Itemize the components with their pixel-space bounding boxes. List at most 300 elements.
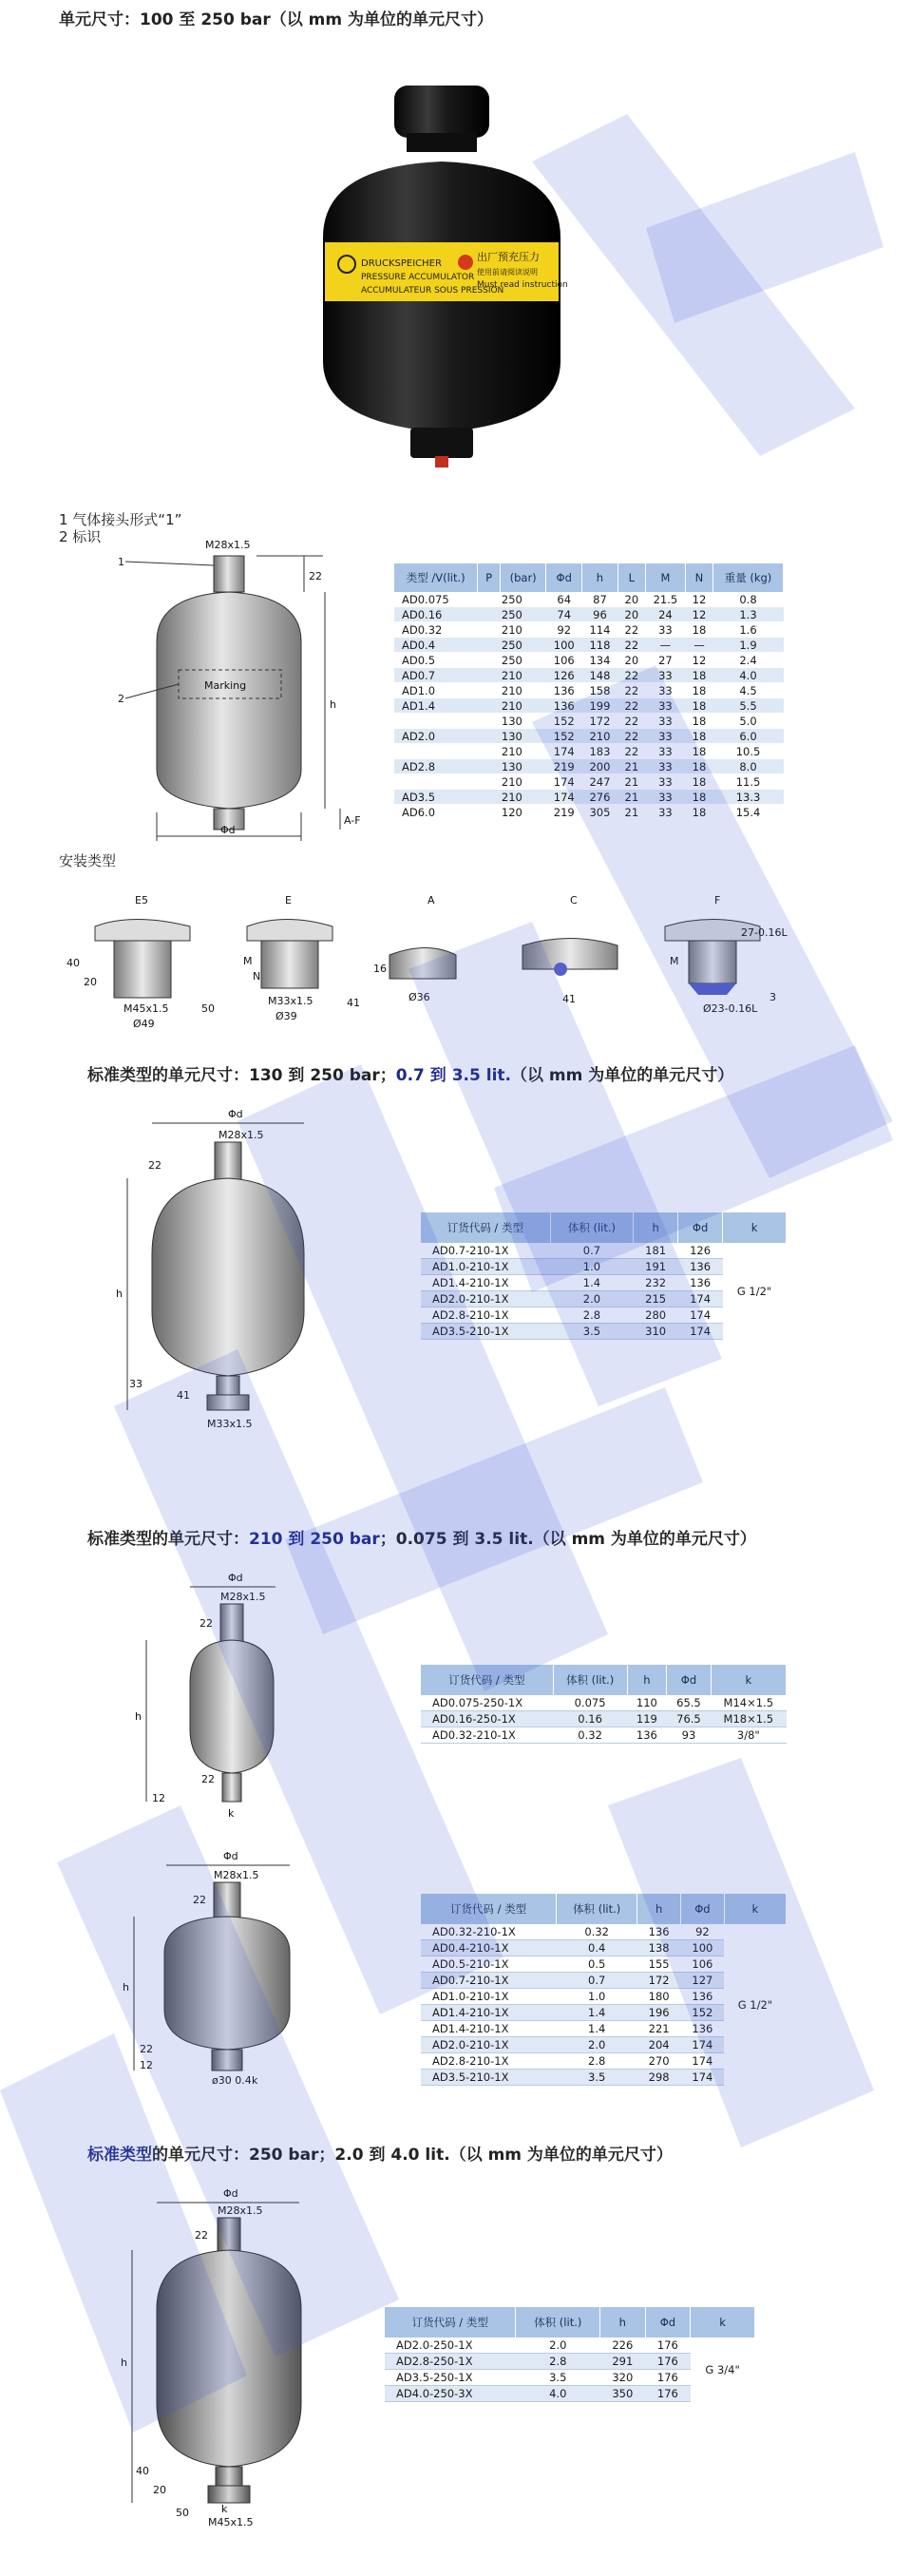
accumulator-diagram-1 — [114, 527, 361, 841]
table-cell: 74 — [546, 607, 582, 622]
t3-col-h: h — [627, 1665, 667, 1695]
table-cell: 96 — [582, 607, 618, 622]
table-cell: 191 — [634, 1259, 678, 1275]
d4-bottom: ø30 0.4 — [212, 2074, 252, 2087]
table-cell: 215 — [634, 1291, 678, 1307]
table-cell: 18 — [685, 744, 712, 759]
t5-col-volume: 体积 (lit.) — [516, 2307, 600, 2337]
table-cell: 298 — [637, 2070, 681, 2086]
dim-phi-d: Φd — [220, 824, 236, 836]
table-cell: 110 — [627, 1695, 667, 1711]
table-cell: 221 — [637, 2021, 681, 2037]
table-cell: 174 — [678, 1291, 723, 1307]
table-cell: 0.16 — [553, 1711, 627, 1727]
t5-col-h: h — [600, 2307, 646, 2337]
table-cell: 130 — [478, 714, 546, 729]
table-cell: 0.4 — [557, 1940, 637, 1956]
table-cell: 18 — [685, 729, 712, 744]
d5-40: 40 — [136, 2465, 149, 2477]
install-types-title: 安装类型 — [59, 852, 117, 869]
k-cell: G 3/4" — [691, 2337, 755, 2402]
table-cell: 20 — [618, 607, 645, 622]
e-dim-39: Ø39 — [276, 1010, 297, 1022]
table-cell: AD0.075-250-1X — [421, 1695, 553, 1711]
e5-dim-40: 40 — [66, 957, 80, 969]
table-row — [394, 805, 784, 820]
t4-col-h: h — [637, 1894, 681, 1924]
d4-k: k — [252, 2074, 258, 2087]
model-cell: AD0.7 — [394, 668, 478, 683]
callout-1: 1 — [118, 556, 124, 568]
e5-dim-50: 50 — [201, 1002, 215, 1015]
d3-k: k — [228, 1807, 235, 1820]
marking-text: Marking — [204, 679, 247, 692]
col-m: M — [645, 563, 685, 592]
table-cell: M18×1.5 — [711, 1711, 786, 1727]
f-dim-m: M — [670, 955, 679, 967]
table-cell: 33 — [645, 698, 685, 714]
table-cell: 1.3 — [713, 607, 784, 622]
table-cell: 20 — [618, 592, 645, 607]
heading-2-text: 标准类型的单元尺寸：130 到 250 bar； — [87, 1066, 396, 1085]
d3-22: 22 — [200, 1617, 213, 1630]
spec-table-5 — [385, 2307, 755, 2402]
heading-3-highlight: 210 到 250 bar — [249, 1530, 380, 1549]
t4-col-k: k — [724, 1894, 786, 1924]
table-cell: 310 — [634, 1324, 678, 1340]
model-cell: AD0.32 — [394, 622, 478, 638]
d4-phi-d: Φd — [223, 1850, 238, 1862]
model-cell: AD0.16 — [394, 607, 478, 622]
table-cell: 250 — [478, 607, 546, 622]
f-dim-27: 27-0.16L — [741, 926, 788, 939]
t4-col-code: 订货代码 / 类型 — [421, 1894, 557, 1924]
table-cell: 33 — [645, 683, 685, 698]
table-cell: 100 — [546, 638, 582, 653]
install-label-c: C — [570, 894, 578, 906]
table-cell: 2.0 — [557, 2037, 637, 2053]
table-cell: 210 — [478, 790, 546, 805]
table-cell: AD1.4-210-1X — [421, 2005, 557, 2021]
table-cell: 136 — [546, 683, 582, 698]
d2-22: 22 — [148, 1159, 162, 1172]
table-cell: 2.8 — [516, 2354, 600, 2370]
table-cell: 21 — [618, 759, 645, 774]
table-cell: 136 — [678, 1275, 723, 1291]
label-line4: ACCUMULATEUR SOUS PRESSION — [361, 286, 504, 296]
table-cell: 119 — [627, 1711, 667, 1727]
table-cell: 2.8 — [557, 2053, 637, 2070]
model-cell: AD0.075 — [394, 592, 478, 607]
spec-table-4-header — [421, 1894, 787, 1924]
dim-af: A-F — [344, 814, 361, 827]
col-h: h — [582, 563, 618, 592]
table-cell: 10.5 — [713, 744, 784, 759]
heading-standard-210-250 — [87, 1525, 756, 1549]
table-row — [394, 638, 784, 653]
table-cell: 176 — [645, 2354, 691, 2370]
table-cell: 12 — [685, 607, 712, 622]
table-cell: 176 — [645, 2370, 691, 2386]
col-phi-d: Φd — [546, 563, 582, 592]
install-label-e5: E5 — [135, 894, 148, 906]
t4-col-volume: 体积 (lit.) — [557, 1894, 637, 1924]
table-cell: 0.32 — [553, 1727, 627, 1744]
table-cell: AD0.7-210-1X — [421, 1243, 550, 1259]
label-line6: 使用前请阅读说明 — [477, 268, 538, 277]
table-cell: 136 — [678, 1259, 723, 1275]
table-cell: 138 — [637, 1940, 681, 1956]
table-cell: 33 — [645, 622, 685, 638]
table-cell: 11.5 — [713, 774, 784, 790]
table-cell: 21 — [618, 774, 645, 790]
heading-standard-130-250 — [87, 1061, 733, 1085]
d2-phi-d: Φd — [228, 1108, 243, 1120]
table-cell: AD0.5-210-1X — [421, 1956, 557, 1973]
table-cell: 33 — [645, 668, 685, 683]
table-row — [394, 698, 784, 714]
table-row — [394, 653, 784, 668]
table-cell: 92 — [546, 622, 582, 638]
table-cell: 127 — [681, 1973, 725, 1989]
table-row — [385, 2337, 755, 2354]
table-cell: AD1.0-210-1X — [421, 1259, 550, 1275]
t5-col-k: k — [691, 2307, 755, 2337]
table-cell: 199 — [582, 698, 618, 714]
table-cell: 172 — [637, 1973, 681, 1989]
table-cell: 130 — [478, 759, 546, 774]
table-row — [394, 668, 784, 683]
col-p: P — [478, 563, 501, 592]
table-cell: 3/8" — [711, 1727, 786, 1744]
table-cell: 118 — [582, 638, 618, 653]
table-cell: 27 — [645, 653, 685, 668]
install-label-f: F — [714, 894, 721, 906]
d3-12: 12 — [152, 1792, 165, 1804]
table-cell: 65.5 — [667, 1695, 711, 1711]
table-cell: AD1.0-210-1X — [421, 1989, 557, 2005]
table-cell: 22 — [618, 668, 645, 683]
table-cell: 12 — [685, 592, 712, 607]
c-dim-41: 41 — [562, 993, 576, 1005]
heading-3-suffix: ；0.075 到 3.5 lit.（以 mm 为单位的单元尺寸） — [379, 1530, 756, 1549]
table-cell: 33 — [645, 774, 685, 790]
table-cell: 114 — [582, 622, 618, 638]
table-row — [421, 1924, 787, 1940]
table-cell: AD0.7-210-1X — [421, 1973, 557, 1989]
spec-table-4 — [421, 1894, 787, 2086]
table-cell: 20 — [618, 653, 645, 668]
table-cell: 22 — [618, 683, 645, 698]
d3-thread: M28x1.5 — [220, 1591, 266, 1603]
table-cell: 2.0 — [516, 2337, 600, 2354]
d3-phi-d: Φd — [228, 1572, 243, 1584]
table-row — [394, 744, 784, 759]
table-row — [394, 790, 784, 805]
d3-22b: 22 — [201, 1773, 215, 1785]
table-cell: 210 — [478, 622, 546, 638]
table-cell: 4.0 — [713, 668, 784, 683]
dim-h: h — [330, 698, 336, 711]
table-cell: 152 — [546, 714, 582, 729]
table-cell: 87 — [582, 592, 618, 607]
accumulator-photo — [304, 76, 589, 485]
table-cell: 22 — [618, 714, 645, 729]
table-cell: M14×1.5 — [711, 1695, 786, 1711]
dim-top-thread: M28x1.5 — [205, 539, 251, 551]
table-cell: AD0.32-210-1X — [421, 1727, 553, 1744]
table-cell: 204 — [637, 2037, 681, 2053]
table-cell: 210 — [478, 683, 546, 698]
table-cell: 22 — [618, 729, 645, 744]
d5-k: k — [221, 2503, 228, 2515]
table-cell: 33 — [645, 714, 685, 729]
table-cell: 22 — [618, 638, 645, 653]
table-cell: 232 — [634, 1275, 678, 1291]
d5-20: 20 — [153, 2484, 166, 2496]
table-cell: 4.0 — [516, 2386, 600, 2402]
heading-4-text: 的单元尺寸：250 bar；2.0 到 4.0 lit.（以 mm 为单位的单元尺寸） — [152, 2146, 673, 2165]
table-cell: 181 — [634, 1243, 678, 1259]
table-cell: 247 — [582, 774, 618, 790]
table-cell: 136 — [681, 1989, 725, 2005]
table-cell: 0.7 — [550, 1243, 633, 1259]
table-cell: 33 — [645, 759, 685, 774]
table-row — [394, 622, 784, 638]
model-cell: AD3.5 — [394, 790, 478, 805]
table-cell: 180 — [637, 1989, 681, 2005]
table-row — [394, 592, 784, 607]
table-cell: 183 — [582, 744, 618, 759]
spec-table-1 — [394, 563, 784, 820]
a-dim-16: 16 — [373, 963, 387, 975]
accumulator-diagram-2 — [114, 1102, 342, 1435]
table-cell: AD1.4-210-1X — [421, 1275, 550, 1291]
table-cell: AD3.5-210-1X — [421, 1324, 550, 1340]
table-cell: 1.4 — [557, 2005, 637, 2021]
table-cell: 1.0 — [550, 1259, 633, 1275]
table-cell: 106 — [546, 653, 582, 668]
table-cell: 33 — [645, 805, 685, 820]
heading-2-highlight: 0.7 到 3.5 lit. — [395, 1066, 511, 1085]
e-dim-41: 41 — [347, 997, 360, 1009]
model-cell: AD6.0 — [394, 805, 478, 820]
col-weight: 重量 (kg) — [713, 563, 784, 592]
table-row — [421, 1695, 787, 1711]
t5-col-code: 订货代码 / 类型 — [385, 2307, 516, 2337]
table-cell: 126 — [678, 1243, 723, 1259]
d5-thread: M28x1.5 — [218, 2204, 263, 2217]
table-cell: 176 — [645, 2337, 691, 2354]
d3-h: h — [135, 1710, 142, 1723]
table-cell: 76.5 — [667, 1711, 711, 1727]
table-cell: 1.4 — [557, 2021, 637, 2037]
table-cell: 1.0 — [557, 1989, 637, 2005]
table-cell: 350 — [600, 2386, 646, 2402]
table-cell: 0.075 — [553, 1695, 627, 1711]
table-cell: 92 — [681, 1924, 725, 1940]
table-cell: AD2.8-250-1X — [385, 2354, 516, 2370]
table-cell: 5.0 — [713, 714, 784, 729]
t3-col-volume: 体积 (lit.) — [553, 1665, 627, 1695]
table-row — [394, 774, 784, 790]
f-dim-23: Ø23-0.16L — [703, 1002, 758, 1015]
table-cell: 152 — [546, 729, 582, 744]
table-cell: 176 — [645, 2386, 691, 2402]
label-line5: Must read instruction — [477, 280, 568, 290]
e-dim-n: N — [253, 970, 261, 983]
table-cell: 305 — [582, 805, 618, 820]
table-cell: 18 — [685, 668, 712, 683]
table-cell: 155 — [637, 1956, 681, 1973]
table-cell: 136 — [546, 698, 582, 714]
table-cell: 2.0 — [550, 1291, 633, 1307]
table-cell: 276 — [582, 790, 618, 805]
table-cell: 158 — [582, 683, 618, 698]
table-cell: 15.4 — [713, 805, 784, 820]
table-cell: 210 — [478, 698, 546, 714]
table-cell: 0.8 — [713, 592, 784, 607]
table-cell: 18 — [685, 622, 712, 638]
table-cell: 250 — [478, 653, 546, 668]
table-cell: 136 — [637, 1924, 681, 1940]
table-cell: AD2.0-250-1X — [385, 2337, 516, 2354]
table-cell: AD2.0-210-1X — [421, 2037, 557, 2053]
d4-h: h — [123, 1981, 129, 1994]
table-cell: AD2.8-210-1X — [421, 2053, 557, 2070]
table-cell: AD3.5-250-1X — [385, 2370, 516, 2386]
d5-h: h — [121, 2357, 127, 2369]
table-cell: 6.0 — [713, 729, 784, 744]
table-cell: 0.5 — [557, 1956, 637, 1973]
table-cell: 18 — [685, 774, 712, 790]
table-cell: 120 — [478, 805, 546, 820]
table-cell: 148 — [582, 668, 618, 683]
table-cell: — — [685, 638, 712, 653]
model-cell: AD1.4 — [394, 698, 478, 714]
table-cell: 18 — [685, 759, 712, 774]
col-type: 类型 /V(lit.) — [394, 563, 478, 592]
install-label-e: E — [285, 894, 292, 906]
accumulator-diagram-4 — [119, 1848, 328, 2095]
note-marking: 2 标识 — [59, 528, 102, 545]
dim-22: 22 — [309, 570, 322, 582]
table-cell: 136 — [627, 1727, 667, 1744]
spec-table-3 — [421, 1665, 787, 1744]
table-cell: AD0.32-210-1X — [421, 1924, 557, 1940]
table-cell: AD0.4-210-1X — [421, 1940, 557, 1956]
table-cell: 22 — [618, 698, 645, 714]
table-cell: 226 — [600, 2337, 646, 2354]
heading-3-text: 标准类型的单元尺寸： — [87, 1530, 249, 1549]
a-dim-36: Ø36 — [408, 991, 430, 1003]
table-cell: 174 — [678, 1307, 723, 1324]
label-line2: DRUCKSPEICHER — [361, 258, 442, 269]
table-cell: 18 — [685, 683, 712, 698]
table-cell: 196 — [637, 2005, 681, 2021]
table-cell: 136 — [681, 2021, 725, 2037]
table-row — [421, 1243, 787, 1259]
d2-41: 41 — [177, 1389, 190, 1402]
table-row — [394, 683, 784, 698]
t2-col-volume: 体积 (lit.) — [550, 1212, 633, 1243]
t2-col-code: 订货代码 / 类型 — [421, 1212, 550, 1243]
spec-table-3-header — [421, 1665, 787, 1695]
table-cell: 22 — [618, 744, 645, 759]
heading-standard-250 — [87, 2141, 673, 2165]
table-cell: 250 — [478, 638, 546, 653]
table-cell: 33 — [645, 729, 685, 744]
table-cell: 0.32 — [557, 1924, 637, 1940]
d2-h: h — [116, 1288, 123, 1300]
table-row — [394, 729, 784, 744]
table-cell: 33 — [645, 744, 685, 759]
t3-col-phi-d: Φd — [667, 1665, 711, 1695]
table-cell: 18 — [685, 805, 712, 820]
table-cell: 1.9 — [713, 638, 784, 653]
d5-50: 50 — [176, 2507, 189, 2519]
model-cell: AD2.0 — [394, 729, 478, 744]
col-n: N — [685, 563, 712, 592]
table-cell: 320 — [600, 2370, 646, 2386]
d4-thread: M28x1.5 — [214, 1869, 259, 1881]
accumulator-diagram-5 — [119, 2185, 328, 2528]
callout-2: 2 — [118, 693, 124, 705]
table-cell: 18 — [685, 790, 712, 805]
table-cell: 172 — [582, 714, 618, 729]
e5-dim-m45: M45x1.5 — [124, 1002, 169, 1015]
table-row — [394, 714, 784, 729]
model-cell: AD0.5 — [394, 653, 478, 668]
e5-dim-20: 20 — [84, 976, 97, 988]
table-cell: 210 — [582, 729, 618, 744]
table-cell: 100 — [681, 1940, 725, 1956]
e-dim-m33: M33x1.5 — [268, 995, 314, 1007]
table-cell: 134 — [582, 653, 618, 668]
d4-22b: 22 — [140, 2043, 153, 2055]
table-cell: 3.5 — [550, 1324, 633, 1340]
model-cell: AD1.0 — [394, 683, 478, 698]
table-cell: 33 — [645, 790, 685, 805]
table-cell: 291 — [600, 2354, 646, 2370]
t3-col-k: k — [711, 1665, 786, 1695]
table-cell: 280 — [634, 1307, 678, 1324]
model-cell — [394, 714, 478, 729]
table-cell: 13.3 — [713, 790, 784, 805]
table-cell: 174 — [681, 2070, 725, 2086]
table-cell: 22 — [618, 622, 645, 638]
table-cell: AD1.4-210-1X — [421, 2021, 557, 2037]
col-l: L — [618, 563, 645, 592]
table-cell: 21 — [618, 805, 645, 820]
heading-unit-size: 单元尺寸：100 至 250 bar（以 mm 为单位的单元尺寸） — [59, 10, 494, 29]
table-cell: 18 — [685, 714, 712, 729]
k-cell: G 1/2" — [724, 1924, 786, 2086]
f-dim-3: 3 — [770, 991, 776, 1003]
table-cell: 152 — [681, 2005, 725, 2021]
install-types-diagram — [57, 888, 798, 1031]
table-cell: 210 — [478, 774, 546, 790]
table-cell: 18 — [685, 698, 712, 714]
table-cell: 219 — [546, 759, 582, 774]
table-cell: AD2.0-210-1X — [421, 1291, 550, 1307]
table-row — [421, 1727, 787, 1744]
table-cell: AD3.5-210-1X — [421, 2070, 557, 2086]
table-cell: 130 — [478, 729, 546, 744]
table-cell: 1.6 — [713, 622, 784, 638]
t5-col-phi-d: Φd — [645, 2307, 691, 2337]
table-cell: 0.7 — [557, 1973, 637, 1989]
